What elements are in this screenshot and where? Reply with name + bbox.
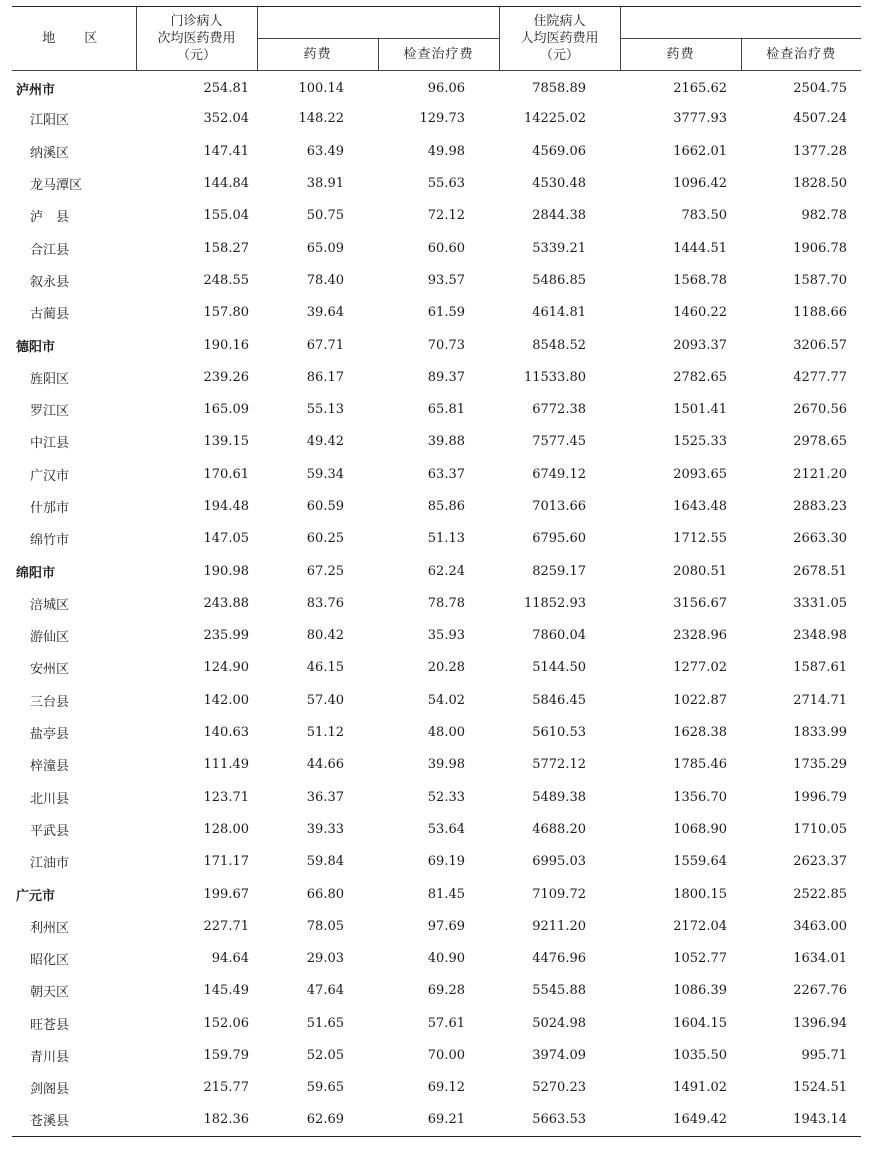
outpatient-exam-cell: 97.69 [427, 918, 465, 934]
region-name-cell: 广汉市 [30, 468, 70, 484]
region-name-cell: 泸州市 [16, 83, 56, 99]
outpatient-avg-cell: 111.49 [203, 757, 249, 773]
outpatient-drug-cell: 80.42 [306, 628, 344, 644]
inpatient-exam-cell: 1828.50 [793, 176, 847, 192]
inpatient-avg-cell: 14225.02 [523, 111, 586, 127]
inpatient-avg-cell: 5489.38 [532, 789, 586, 805]
outpatient-exam-cell: 51.13 [427, 531, 465, 547]
outpatient-drug-cell: 100.14 [298, 81, 344, 97]
inpatient-drug-cell: 1277.02 [673, 660, 727, 676]
inpatient-avg-cell: 7013.66 [532, 499, 586, 514]
inpatient-exam-cell: 2663.30 [793, 531, 847, 547]
outpatient-exam-cell: 48.00 [427, 725, 465, 741]
inpatient-drug-cell: 1035.50 [673, 1048, 727, 1064]
outpatient-drug-cell: 78.05 [306, 918, 344, 934]
outpatient-avg-cell: 94.64 [211, 951, 249, 967]
inpatient-avg-cell: 5144.50 [532, 660, 586, 676]
region-name-cell: 广元市 [16, 888, 56, 904]
inpatient-drug-cell: 3777.93 [673, 111, 727, 127]
region-name-cell: 游仙区 [30, 630, 70, 646]
outpatient-avg-cell: 152.06 [203, 1015, 249, 1031]
table-row [12, 1072, 861, 1104]
inpatient-avg-cell: 5610.53 [532, 725, 586, 741]
table-row [12, 490, 861, 522]
inpatient-exam-cell: 1188.66 [793, 305, 847, 321]
outpatient-avg-cell: 352.04 [203, 111, 249, 127]
inpatient-exam-cell: 1906.78 [793, 240, 847, 256]
region-name-cell: 绵阳市 [16, 565, 56, 581]
outpatient-avg-cell: 199.67 [203, 886, 249, 902]
region-name-cell: 德阳市 [16, 339, 56, 355]
outpatient-avg-cell: 171.17 [203, 854, 249, 870]
header-inpatient-spacer [620, 7, 861, 39]
outpatient-exam-cell: 52.33 [427, 789, 465, 805]
inpatient-avg-cell: 9211.20 [532, 918, 586, 934]
table-row [12, 264, 861, 296]
inpatient-exam-cell: 3206.57 [793, 337, 847, 353]
outpatient-avg-cell: 215.77 [203, 1080, 249, 1096]
outpatient-avg-cell: 123.71 [203, 789, 249, 805]
inpatient-exam-cell: 995.71 [801, 1048, 847, 1064]
inpatient-exam-cell: 2348.98 [793, 628, 847, 644]
inpatient-drug-cell: 2093.37 [673, 337, 727, 353]
inpatient-drug-cell: 1559.64 [673, 854, 727, 870]
header-outpatient-drug: 药费 [257, 39, 378, 71]
outpatient-exam-cell: 40.90 [427, 951, 465, 967]
region-name-cell: 什邡市 [30, 501, 70, 516]
inpatient-drug-cell: 1460.22 [673, 305, 727, 321]
inpatient-avg-cell: 5339.21 [532, 240, 586, 256]
table-row [12, 297, 861, 329]
inpatient-exam-cell: 1996.79 [793, 789, 847, 805]
region-name-cell: 古蔺县 [30, 307, 70, 323]
region-name-cell: 叙永县 [30, 274, 70, 290]
header-inpatient-line1: 住院病人 [533, 14, 586, 29]
outpatient-avg-cell: 157.80 [203, 305, 249, 321]
inpatient-avg-cell: 7577.45 [532, 434, 586, 450]
outpatient-avg-cell: 155.04 [203, 208, 249, 224]
inpatient-drug-cell: 1604.15 [673, 1015, 727, 1031]
table-row [12, 135, 861, 167]
inpatient-exam-cell: 2978.65 [793, 434, 847, 450]
table-row [12, 587, 861, 619]
header-inpatient-exam: 检查治疗费 [741, 39, 861, 71]
outpatient-avg-cell: 194.48 [203, 499, 249, 514]
inpatient-drug-cell: 1628.38 [673, 725, 727, 741]
outpatient-drug-cell: 57.40 [306, 692, 344, 708]
table-row [12, 846, 861, 878]
inpatient-exam-cell: 1587.70 [793, 272, 847, 288]
outpatient-avg-cell: 235.99 [203, 628, 249, 644]
inpatient-exam-cell: 1377.28 [793, 143, 847, 159]
table-row [12, 458, 861, 490]
inpatient-exam-cell: 2678.51 [793, 563, 847, 579]
inpatient-drug-cell: 1022.87 [673, 692, 727, 708]
inpatient-exam-cell: 1524.51 [793, 1080, 847, 1096]
outpatient-exam-cell: 35.93 [427, 628, 465, 644]
outpatient-drug-cell: 86.17 [306, 369, 344, 385]
inpatient-exam-cell: 2714.71 [793, 692, 847, 708]
outpatient-exam-cell: 93.57 [427, 272, 465, 288]
outpatient-drug-cell: 49.42 [306, 434, 344, 450]
outpatient-exam-cell: 96.06 [427, 81, 465, 97]
outpatient-drug-cell: 47.64 [306, 983, 344, 999]
outpatient-avg-cell: 170.61 [203, 466, 249, 482]
inpatient-drug-cell: 1356.70 [673, 789, 727, 805]
table-row [12, 813, 861, 845]
region-name-cell: 纳溪区 [30, 145, 70, 161]
inpatient-exam-cell: 2623.37 [793, 854, 847, 870]
inpatient-drug-cell: 1052.77 [673, 951, 727, 967]
inpatient-avg-cell: 5024.98 [532, 1015, 586, 1031]
inpatient-drug-cell: 1662.01 [673, 143, 727, 159]
inpatient-drug-cell: 1086.39 [673, 983, 727, 999]
outpatient-exam-cell: 78.78 [427, 595, 465, 611]
region-name-cell: 三台县 [30, 694, 70, 710]
outpatient-avg-cell: 124.90 [203, 660, 249, 676]
table-row [12, 361, 861, 393]
inpatient-drug-cell: 1712.55 [673, 531, 727, 547]
inpatient-exam-cell: 3463.00 [793, 918, 847, 934]
outpatient-exam-cell: 54.02 [427, 692, 465, 708]
table-row [12, 1104, 861, 1136]
header-region: 地 区 [12, 7, 136, 71]
table-row [12, 910, 861, 942]
outpatient-avg-cell: 128.00 [203, 821, 249, 837]
outpatient-drug-cell: 66.80 [306, 886, 344, 902]
inpatient-avg-cell: 7860.04 [532, 628, 586, 644]
inpatient-avg-cell: 5846.45 [532, 692, 586, 708]
outpatient-exam-cell: 39.88 [427, 434, 465, 450]
inpatient-drug-cell: 1649.42 [620, 1104, 741, 1136]
outpatient-avg-cell: 142.00 [203, 692, 249, 708]
inpatient-avg-cell: 7109.72 [532, 886, 586, 902]
table-row-city [12, 71, 861, 103]
inpatient-exam-cell: 4507.24 [793, 111, 847, 127]
inpatient-exam-cell: 2267.76 [793, 983, 847, 999]
inpatient-exam-cell: 1943.14 [741, 1104, 861, 1136]
outpatient-drug-cell: 63.49 [306, 143, 344, 159]
table-row [12, 1007, 861, 1039]
table-header [12, 7, 861, 71]
outpatient-drug-cell: 59.65 [306, 1080, 344, 1096]
table-row [12, 1039, 861, 1071]
outpatient-exam-cell: 69.19 [427, 854, 465, 870]
region-name-cell: 龙马潭区 [30, 178, 83, 194]
region-name-cell: 昭化区 [30, 953, 70, 969]
inpatient-drug-cell: 2165.62 [673, 81, 727, 97]
table-row [12, 749, 861, 781]
inpatient-avg-cell: 7858.89 [532, 81, 586, 97]
table-row [12, 716, 861, 748]
inpatient-avg-cell: 4614.81 [532, 305, 586, 321]
outpatient-drug-cell: 62.69 [257, 1104, 378, 1136]
outpatient-exam-cell: 85.86 [427, 499, 465, 514]
inpatient-exam-cell: 1396.94 [793, 1015, 847, 1031]
statistics-table-page [12, 6, 861, 1137]
outpatient-exam-cell: 63.37 [427, 466, 465, 482]
inpatient-drug-cell: 1800.15 [673, 886, 727, 902]
inpatient-avg-cell: 8259.17 [532, 563, 586, 579]
outpatient-drug-cell: 148.22 [298, 111, 344, 127]
outpatient-exam-cell: 69.21 [378, 1104, 499, 1136]
region-name-cell: 旌阳区 [30, 371, 70, 387]
table-row [12, 393, 861, 425]
outpatient-avg-cell: 248.55 [203, 272, 249, 288]
outpatient-drug-cell: 36.37 [306, 789, 344, 805]
region-name-cell: 青川县 [30, 1050, 70, 1066]
inpatient-avg-cell: 3974.09 [532, 1048, 586, 1064]
inpatient-exam-cell: 1735.29 [793, 757, 847, 773]
inpatient-drug-cell: 2782.65 [673, 369, 727, 385]
table-row-city [12, 555, 861, 587]
region-name-cell: 罗江区 [30, 404, 70, 420]
inpatient-exam-cell: 1634.01 [793, 951, 847, 967]
outpatient-drug-cell: 65.09 [306, 240, 344, 256]
outpatient-avg-cell: 147.41 [203, 143, 249, 159]
inpatient-drug-cell: 2172.04 [673, 918, 727, 934]
inpatient-drug-cell: 783.50 [681, 208, 727, 224]
outpatient-drug-cell: 67.71 [306, 337, 344, 353]
outpatient-exam-cell: 60.60 [427, 240, 465, 256]
table-row [12, 684, 861, 716]
outpatient-avg-cell: 158.27 [203, 240, 249, 256]
outpatient-drug-cell: 55.13 [306, 402, 344, 418]
inpatient-exam-cell: 2883.23 [793, 499, 847, 514]
outpatient-exam-cell: 49.98 [427, 143, 465, 159]
table-row [12, 975, 861, 1007]
region-name-cell: 涪城区 [30, 597, 70, 613]
region-name-cell: 合江县 [30, 242, 70, 258]
outpatient-exam-cell: 89.37 [427, 369, 465, 385]
outpatient-drug-cell: 39.64 [306, 305, 344, 321]
inpatient-avg-cell: 4688.20 [532, 821, 586, 837]
header-inpatient-line3: （元） [539, 48, 579, 63]
header-outpatient-line3: （元） [176, 48, 216, 63]
table-row [12, 943, 861, 975]
inpatient-exam-cell: 2670.56 [793, 402, 847, 418]
header-outpatient-exam: 检查治疗费 [378, 39, 499, 71]
inpatient-drug-cell: 3156.67 [673, 595, 727, 611]
header-outpatient [136, 7, 257, 71]
inpatient-avg-cell: 8548.52 [532, 337, 586, 353]
region-name-cell: 梓潼县 [30, 759, 70, 775]
outpatient-drug-cell: 39.33 [306, 821, 344, 837]
table-row [12, 232, 861, 264]
inpatient-drug-cell: 2080.51 [673, 563, 727, 579]
region-name-cell: 平武县 [30, 823, 70, 839]
inpatient-exam-cell: 982.78 [801, 208, 847, 224]
outpatient-exam-cell: 53.64 [427, 821, 465, 837]
outpatient-exam-cell: 70.00 [427, 1048, 465, 1064]
inpatient-drug-cell: 1501.41 [673, 402, 727, 418]
table-row [12, 103, 861, 135]
table-row [12, 652, 861, 684]
outpatient-avg-cell: 147.05 [203, 531, 249, 547]
medical-expense-table [12, 6, 861, 1137]
table-body [12, 71, 861, 1137]
outpatient-drug-cell: 59.84 [306, 854, 344, 870]
table-row [12, 426, 861, 458]
inpatient-drug-cell: 1444.51 [673, 240, 727, 256]
inpatient-avg-cell: 5663.53 [499, 1104, 620, 1136]
inpatient-exam-cell: 1710.05 [793, 821, 847, 837]
inpatient-drug-cell: 2093.65 [673, 466, 727, 482]
outpatient-exam-cell: 65.81 [427, 402, 465, 418]
outpatient-avg-cell: 254.81 [203, 81, 249, 97]
outpatient-drug-cell: 83.76 [306, 595, 344, 611]
outpatient-avg-cell: 227.71 [203, 918, 249, 934]
outpatient-exam-cell: 69.12 [427, 1080, 465, 1096]
outpatient-avg-cell: 190.16 [203, 337, 249, 353]
inpatient-exam-cell: 2121.20 [793, 466, 847, 482]
outpatient-exam-cell: 72.12 [427, 208, 465, 224]
header-inpatient [499, 7, 620, 71]
inpatient-avg-cell: 11852.93 [523, 595, 586, 611]
outpatient-exam-cell: 39.98 [427, 757, 465, 773]
outpatient-exam-cell: 81.45 [427, 886, 465, 902]
region-name-cell: 中江县 [30, 436, 70, 452]
inpatient-avg-cell: 6749.12 [532, 466, 586, 482]
inpatient-drug-cell: 2328.96 [673, 628, 727, 644]
outpatient-drug-cell: 50.75 [306, 208, 344, 224]
outpatient-avg-cell: 139.15 [203, 434, 249, 450]
region-name-cell: 盐亭县 [30, 727, 70, 743]
table-row-city [12, 878, 861, 910]
region-name-cell: 泸 县 [30, 210, 70, 226]
inpatient-exam-cell: 4277.77 [793, 369, 847, 385]
region-name-cell: 旺苍县 [30, 1017, 70, 1033]
inpatient-drug-cell: 1491.02 [673, 1080, 727, 1096]
table-row [12, 620, 861, 652]
inpatient-drug-cell: 1568.78 [673, 272, 727, 288]
header-outpatient-line1: 门诊病人 [170, 14, 223, 29]
outpatient-drug-cell: 78.40 [306, 272, 344, 288]
outpatient-exam-cell: 129.73 [419, 111, 465, 127]
inpatient-avg-cell: 5772.12 [532, 757, 586, 773]
header-outpatient-spacer [257, 7, 499, 39]
outpatient-drug-cell: 51.65 [306, 1015, 344, 1031]
outpatient-drug-cell: 60.25 [306, 531, 344, 547]
table-row [12, 200, 861, 232]
outpatient-drug-cell: 51.12 [306, 725, 344, 741]
inpatient-exam-cell: 1587.61 [793, 660, 847, 676]
header-outpatient-line2: 次均医药费用 [157, 31, 236, 46]
inpatient-avg-cell: 4530.48 [532, 176, 586, 192]
outpatient-avg-cell: 159.79 [203, 1048, 249, 1064]
inpatient-drug-cell: 1096.42 [673, 176, 727, 192]
outpatient-drug-cell: 59.34 [306, 466, 344, 482]
inpatient-exam-cell: 3331.05 [793, 595, 847, 611]
inpatient-drug-cell: 1525.33 [673, 434, 727, 450]
outpatient-avg-cell: 140.63 [203, 725, 249, 741]
inpatient-avg-cell: 11533.80 [523, 369, 586, 385]
outpatient-avg-cell: 182.36 [136, 1104, 257, 1136]
table-row [12, 523, 861, 555]
inpatient-avg-cell: 5486.85 [532, 272, 586, 288]
inpatient-avg-cell: 2844.38 [532, 208, 586, 224]
inpatient-avg-cell: 5270.23 [532, 1080, 586, 1096]
outpatient-drug-cell: 29.03 [306, 951, 344, 967]
header-inpatient-line2: 人均医药费用 [520, 31, 599, 46]
inpatient-avg-cell: 5545.88 [532, 983, 586, 999]
outpatient-drug-cell: 46.15 [306, 660, 344, 676]
outpatient-avg-cell: 239.26 [203, 369, 249, 385]
outpatient-exam-cell: 55.63 [427, 176, 465, 192]
inpatient-drug-cell: 1785.46 [673, 757, 727, 773]
region-name-cell: 江阳区 [30, 113, 70, 129]
outpatient-drug-cell: 38.91 [306, 176, 344, 192]
inpatient-exam-cell: 2504.75 [793, 81, 847, 97]
outpatient-avg-cell: 165.09 [203, 402, 249, 418]
header-inpatient-drug: 药费 [620, 39, 741, 71]
inpatient-drug-cell: 1643.48 [673, 499, 727, 514]
outpatient-drug-cell: 67.25 [306, 563, 344, 579]
region-name-cell: 江油市 [30, 856, 70, 872]
region-name-cell: 利州区 [30, 920, 70, 936]
outpatient-exam-cell: 57.61 [427, 1015, 465, 1031]
outpatient-avg-cell: 145.49 [203, 983, 249, 999]
inpatient-drug-cell: 1068.90 [673, 821, 727, 837]
inpatient-avg-cell: 6995.03 [532, 854, 586, 870]
outpatient-drug-cell: 52.05 [306, 1048, 344, 1064]
outpatient-exam-cell: 69.28 [427, 983, 465, 999]
outpatient-avg-cell: 243.88 [203, 595, 249, 611]
table-row [12, 167, 861, 199]
outpatient-exam-cell: 70.73 [427, 337, 465, 353]
region-name-cell: 朝天区 [30, 985, 70, 1001]
outpatient-avg-cell: 190.98 [203, 563, 249, 579]
region-name-cell: 安州区 [30, 662, 70, 678]
inpatient-avg-cell: 4476.96 [532, 951, 586, 967]
outpatient-exam-cell: 20.28 [427, 660, 465, 676]
outpatient-drug-cell: 44.66 [306, 757, 344, 773]
table-row [12, 781, 861, 813]
outpatient-drug-cell: 60.59 [306, 499, 344, 514]
inpatient-avg-cell: 4569.06 [532, 143, 586, 159]
outpatient-exam-cell: 62.24 [427, 563, 465, 579]
region-name-cell: 剑阁县 [30, 1082, 70, 1098]
region-name-cell: 北川县 [30, 791, 70, 807]
region-name-cell: 苍溪县 [12, 1104, 136, 1136]
inpatient-exam-cell: 1833.99 [793, 725, 847, 741]
inpatient-avg-cell: 6772.38 [532, 402, 586, 418]
outpatient-exam-cell: 61.59 [427, 305, 465, 321]
region-name-cell: 绵竹市 [30, 533, 70, 549]
table-row-city [12, 329, 861, 361]
outpatient-avg-cell: 144.84 [203, 176, 249, 192]
inpatient-avg-cell: 6795.60 [532, 531, 586, 547]
inpatient-exam-cell: 2522.85 [793, 886, 847, 902]
